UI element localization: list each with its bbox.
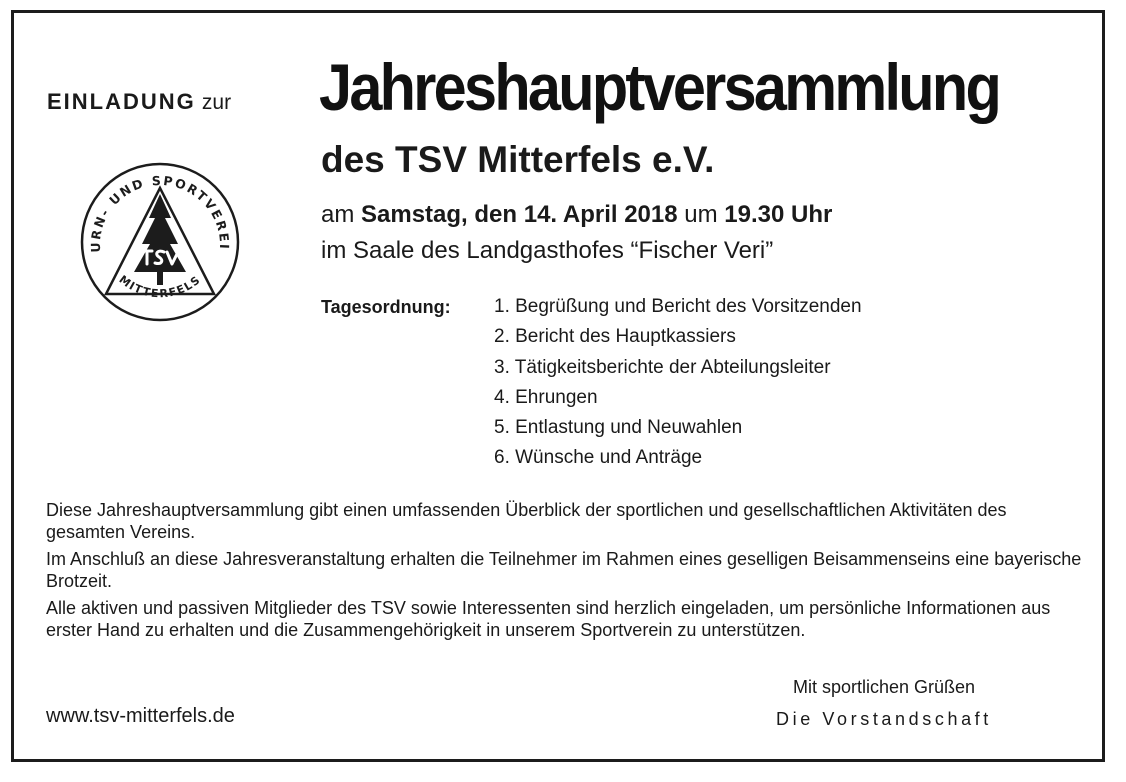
website-link[interactable]: www.tsv-mitterfels.de [46,705,235,727]
logo-arc-bottom: MITTERFELS [116,272,204,301]
event-venue: im Saale des Landgasthofes “Fischer Veri” [321,237,774,264]
agenda-item: 1. Begrüßung und Bericht des Vorsitzenden [494,296,862,317]
club-logo [78,160,242,324]
fir-tree-icon [134,194,186,285]
agenda-list [494,295,862,476]
agenda-item: 6. Wünsche und Anträge [494,447,703,468]
agenda-item: 3. Tätigkeitsberichte der Abteilungsleiter [494,357,831,378]
body-text [46,499,1086,646]
body-paragraph: Alle aktiven und passiven Mitglieder des TSV sowie Interessenten sind herzlich eingeladen, um persönliche Informationen aus erster Hand zu erhalten und die Zusammengehörigkeit in unserem Sportverein zu unterstützen. [46,598,1051,640]
event-date-prefix: am [321,201,355,228]
event-day: Samstag, den 14. April 2018 [361,201,678,228]
event-date-line [321,201,832,229]
club-seal-icon [78,160,242,324]
event-time: 19.30 Uhr [724,201,833,228]
invitation-label-suffix: zur [201,91,232,114]
agenda-item: 2. Bericht des Hauptkassiers [494,326,736,347]
body-paragraph: Im Anschluß an diese Jahresveranstaltung erhalten die Teilnehmer im Rahmen eines geselligen Beisammenseins eine bayerische Brotzeit. [46,549,1082,591]
event-date-mid: um [684,201,718,228]
closing-greeting: Mit sportlichen Grüßen [793,677,976,697]
invitation-label-main: EINLADUNG [47,89,196,114]
body-paragraph: Diese Jahreshauptversammlung gibt einen umfassenden Überblick der sportlichen und gesellschaftlichen Aktivitäten des gesamten Vereins. [46,500,1007,542]
invitation-card [11,10,1105,762]
page-subtitle: des TSV Mitterfels e.V. [321,139,715,180]
agenda-label: Tagesordnung: [321,297,451,317]
page-title: Jahreshauptversammlung [319,50,1000,124]
agenda-item: 5. Entlastung und Neuwahlen [494,417,743,438]
logo-arc-top: URN- UND SPORTVEREI [87,172,233,253]
agenda-item: 4. Ehrungen [494,387,598,408]
invitation-label [47,89,231,115]
signature: Die Vorstandschaft [776,709,992,729]
